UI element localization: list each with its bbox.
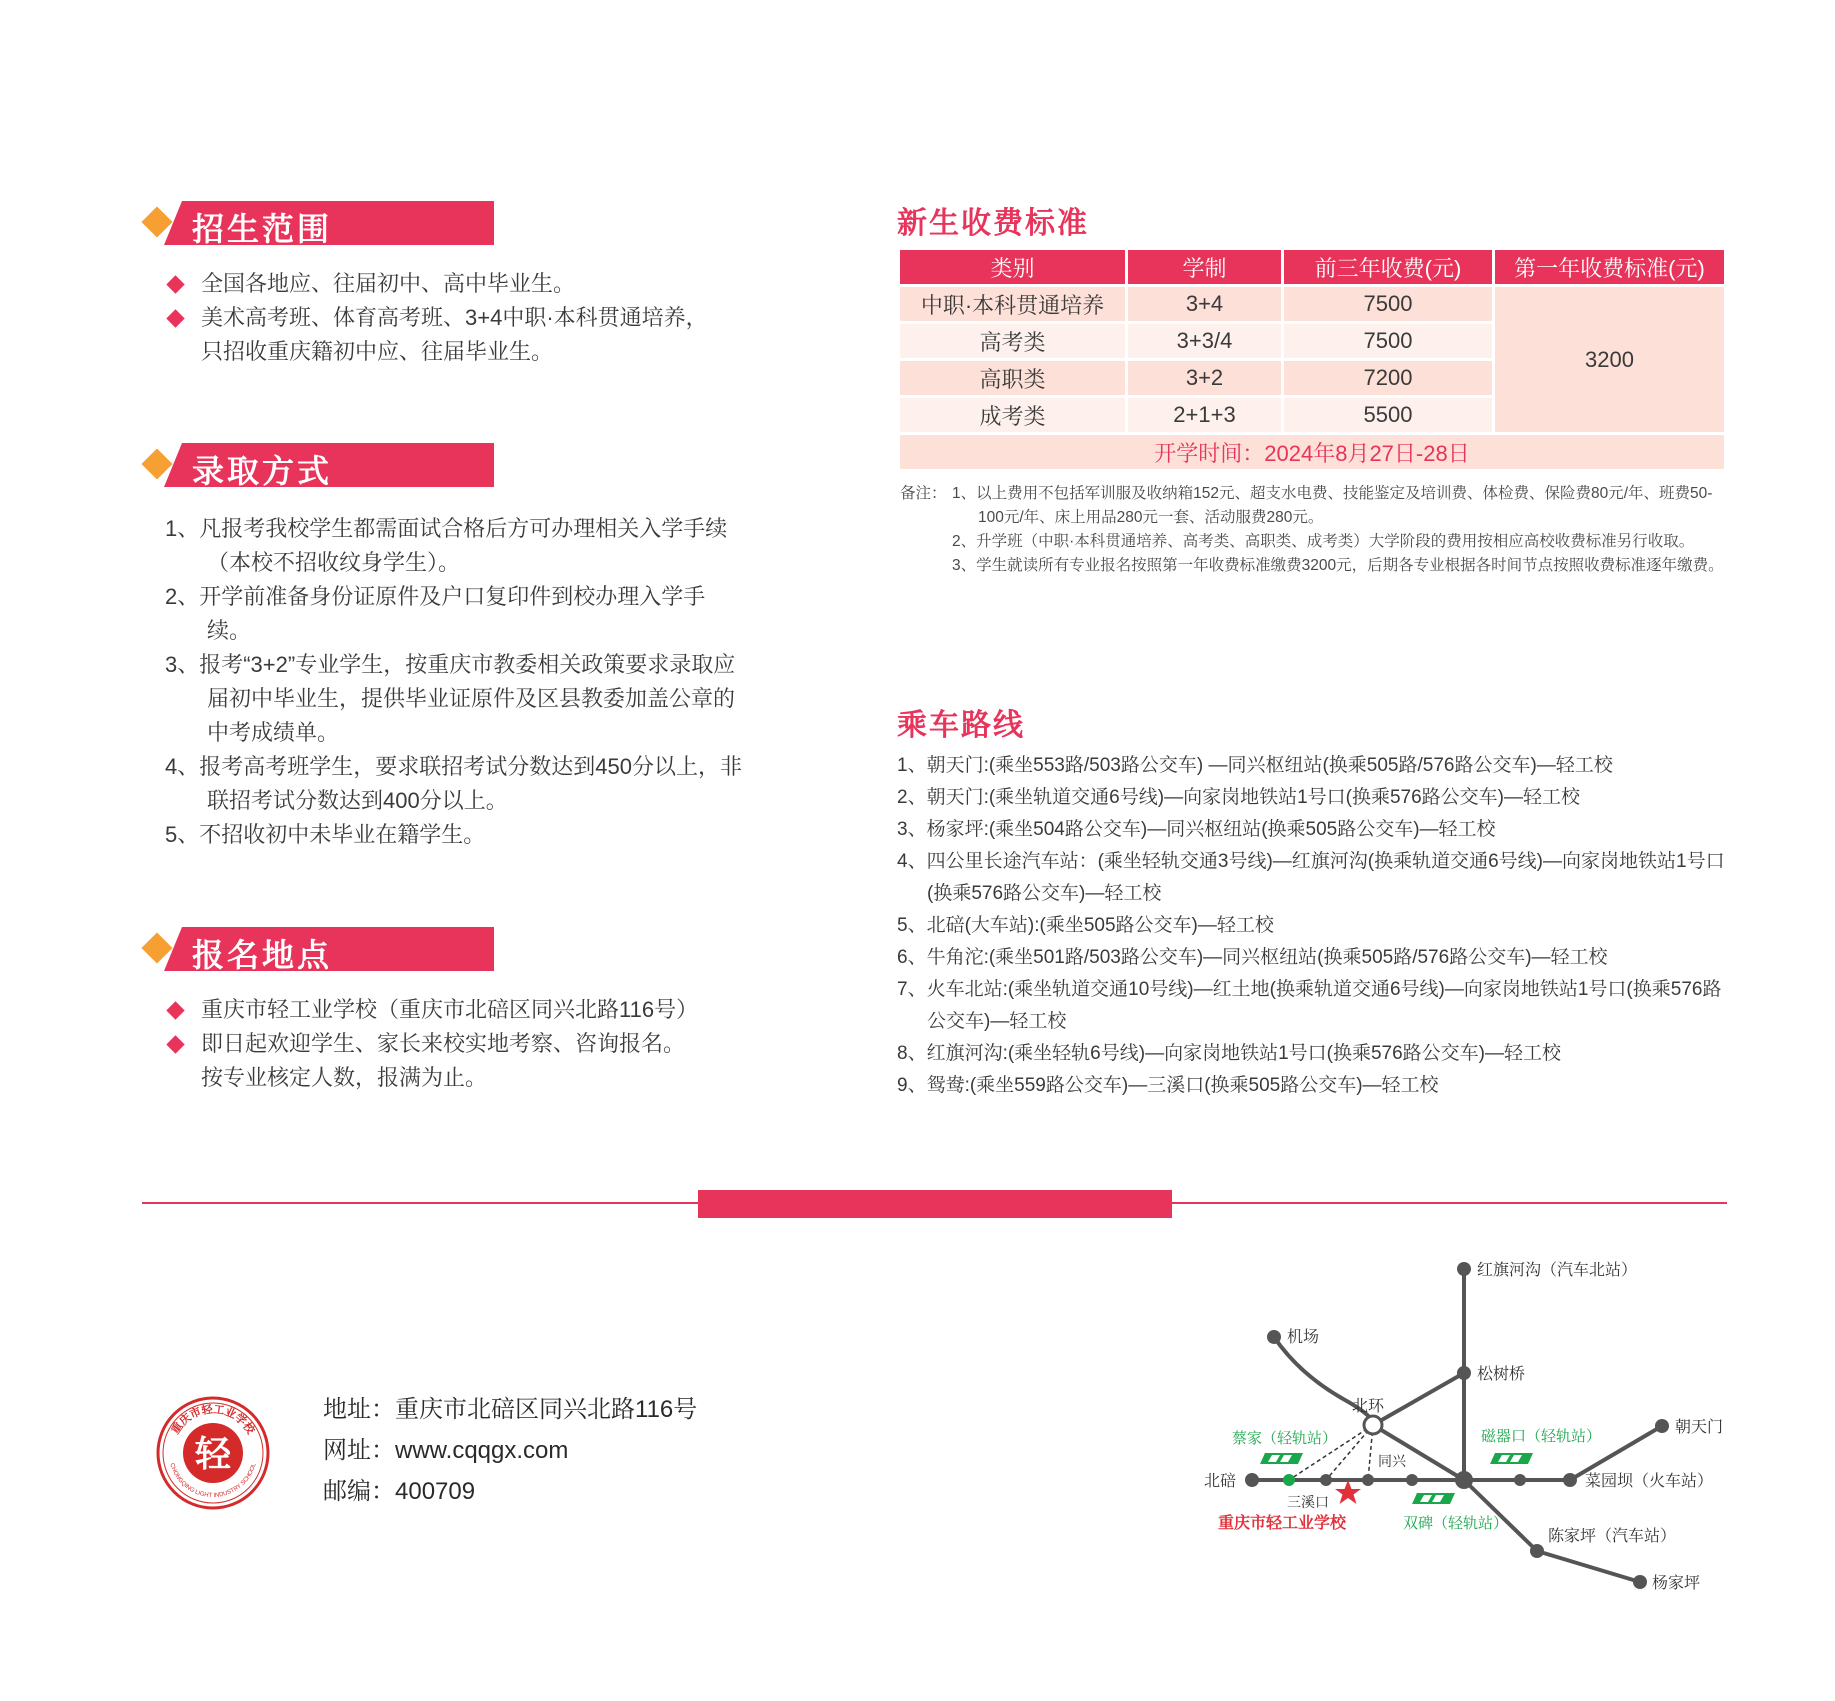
list-item: 1、朝天门:(乘坐553路/503路公交车) —同兴枢纽站(换乘505路/576路公交车)—轻工校 (897, 755, 1613, 776)
diamond-icon (141, 932, 172, 963)
label-sanxikou: 三溪口 (1287, 1494, 1329, 1510)
column-header: 前三年收费(元) (1284, 250, 1492, 284)
bullet-diamond-icon (166, 1035, 184, 1053)
label-chenjiaping: 陈家坪（汽车站） (1548, 1528, 1677, 1545)
table-cell: 7200 (1284, 361, 1492, 395)
list-item: 5、北碚(大车站):(乘坐505路公交车)—轻工校 (897, 915, 1274, 936)
table-cell: 3+2 (1128, 361, 1281, 395)
school-seal-logo (155, 1395, 271, 1511)
start-date: 开学时间：2024年8月27日-28日 (900, 435, 1724, 469)
list-item: 即日起欢迎学生、家长来校实地考察、咨询报名。 (165, 1027, 698, 1061)
label-songshuqiao: 松树桥 (1477, 1366, 1526, 1383)
list-item: 5、不招收初中未毕业在籍学生。 (165, 822, 486, 847)
svg-text:轻: 轻 (194, 1433, 232, 1474)
label-hongqi: 红旗河沟（汽车北站） (1477, 1262, 1638, 1279)
list-item: 按专业核定人数，报满为止。 (201, 1065, 488, 1090)
postcode-text: 邮编：400709 (323, 1478, 476, 1505)
table-cell: 2+1+3 (1128, 398, 1281, 432)
address-text: 地址：重庆市北碚区同兴北路116号 (323, 1396, 698, 1423)
table-row (900, 287, 1724, 321)
table-cell: 高职类 (900, 361, 1125, 395)
bullet-diamond-icon (166, 275, 184, 293)
label-caiyuanba: 菜园坝（火车站） (1585, 1473, 1714, 1490)
diamond-icon (141, 448, 172, 479)
list-item: 1、凡报考我校学生都需面试合格后方可办理相关入学手续（本校不招收纹身学生）。 (165, 516, 728, 575)
school-star-icon (1335, 1480, 1361, 1504)
list-item: 全国各地应、往届初中、高中毕业生。 (165, 267, 708, 301)
list-item: 3、报考“3+2”专业学生，按重庆市教委相关政策要求录取应届初中毕业生，提供毕业证原件及区县教委加盖公章的中考成绩单。 (165, 652, 736, 745)
label-beibei: 北碚 (1204, 1473, 1237, 1490)
notes-lead: 备注： (900, 485, 947, 502)
fee-table (897, 247, 1727, 472)
note-item: 2、升学班（中职·本科贯通培养、高考类、高职类、成考类）大学阶段的费用按相应高校收费标准另行收取。 (952, 533, 1695, 550)
fees-title: 新生收费标准 (897, 207, 1089, 240)
column-header: 学制 (1128, 250, 1281, 284)
routes-title: 乘车路线 (897, 709, 1025, 742)
table-footer-row (900, 435, 1724, 469)
table-cell: 高考类 (900, 324, 1125, 358)
table-cell: 7500 (1284, 287, 1492, 321)
caijia-station-marker (1283, 1474, 1295, 1486)
list-item: 美术高考班、体育高考班、3+4中职·本科贯通培养， (165, 301, 708, 335)
list-item: 4、四公里长途汽车站：(乘坐轻轨交通3号线)—红旗河沟(换乘轨道交通6号线)—向家岗地铁站1号口(换乘576路公交车)—轻工校 (897, 851, 1725, 904)
fee-notes (900, 482, 1730, 578)
divider-bar (698, 1190, 1172, 1218)
contact-info (323, 1389, 697, 1512)
note-item: 3、学生就读所有专业报名按照第一年收费标准缴费3200元，后期各专业根据各时间节点按照收费标准逐年缴费。 (952, 557, 1724, 574)
section-title: 招生范围 (192, 211, 333, 247)
note-item: 1、以上费用不包括军训服及收纳箱152元、超支水电费、技能鉴定及培训费、体检费、保险费80元/年、班费50-100元/年、床上用品280元一套、活动服费280元。 (952, 485, 1713, 526)
label-ciqikou: 磁器口（轻轨站） (1481, 1428, 1602, 1445)
svg-text:重庆市轻工业学校: 重庆市轻工业学校 (169, 1403, 257, 1437)
list-item: 7、火车北站:(乘坐轨道交通10号线)—红土地(换乘轨道交通6号线)—向家岗地铁站1号口(换乘576路公交车)—轻工校 (897, 979, 1722, 1032)
label-caijia: 蔡家（轻轨站） (1232, 1430, 1338, 1447)
label-jichang: 机场 (1287, 1329, 1320, 1346)
section-title: 录取方式 (192, 453, 333, 489)
beihuan-station-marker (1364, 1416, 1382, 1434)
diamond-icon (141, 206, 172, 237)
column-header: 类别 (900, 250, 1125, 284)
list-item: 9、鸳鸯:(乘坐559路公交车)—三溪口(换乘505路公交车)—轻工校 (897, 1075, 1439, 1096)
table-header-row (900, 250, 1724, 284)
table-cell: 7500 (1284, 324, 1492, 358)
enroll-scope-list (165, 267, 708, 369)
route-map (1180, 1245, 1740, 1625)
list-item: 重庆市轻工业学校（重庆市北碚区同兴北路116号） (165, 993, 698, 1027)
admission-list (165, 512, 745, 852)
section-title: 报名地点 (192, 937, 333, 973)
list-item: 6、牛角沱:(乘坐501路/503路公交车)—同兴枢纽站(换乘505路/576路公交车)—轻工校 (897, 947, 1608, 968)
column-header: 第一年收费标准(元) (1495, 250, 1724, 284)
table-cell: 成考类 (900, 398, 1125, 432)
table-cell: 中职·本科贯通培养 (900, 287, 1125, 321)
bullet-diamond-icon (166, 1001, 184, 1019)
list-item: 8、红旗河沟:(乘坐轻轨6号线)—向家岗地铁站1号口(换乘576路公交车)—轻工校 (897, 1043, 1561, 1064)
label-beihuan: 北环 (1352, 1398, 1385, 1415)
list-item: 只招收重庆籍初中应、往届毕业生。 (201, 339, 554, 364)
label-shuangbei: 双碑（轻轨站） (1403, 1515, 1509, 1532)
svg-text:CHONGQING LIGHT INDUSTRY SCHOO: CHONGQING LIGHT INDUSTRY SCHOOL (168, 1462, 258, 1500)
list-item: 2、朝天门:(乘坐轨道交通6号线)—向家岗地铁站1号口(换乘576路公交车)—轻工校 (897, 787, 1580, 808)
label-yangjiaping: 杨家坪 (1652, 1575, 1701, 1592)
location-list (165, 993, 698, 1095)
website-text: 网址：www.cqqgx.com (323, 1437, 569, 1464)
list-item: 4、报考高考班学生，要求联招考试分数达到450分以上，非联招考试分数达到400分以上。 (165, 754, 742, 813)
label-school: 重庆市轻工业学校 (1218, 1515, 1347, 1532)
label-chaotianmen: 朝天门 (1675, 1419, 1724, 1436)
list-item: 3、杨家坪:(乘坐504路公交车)—同兴枢纽站(换乘505路公交车)—轻工校 (897, 819, 1496, 840)
table-cell: 5500 (1284, 398, 1492, 432)
label-tongxing: 同兴 (1378, 1453, 1406, 1469)
table-cell: 3+4 (1128, 287, 1281, 321)
list-item: 2、开学前准备身份证原件及户口复印件到校办理入学手续。 (165, 584, 706, 643)
first-year-fee-cell: 3200 (1495, 287, 1724, 432)
routes-list (897, 750, 1737, 1102)
table-cell: 3+3/4 (1128, 324, 1281, 358)
bullet-diamond-icon (166, 309, 184, 327)
